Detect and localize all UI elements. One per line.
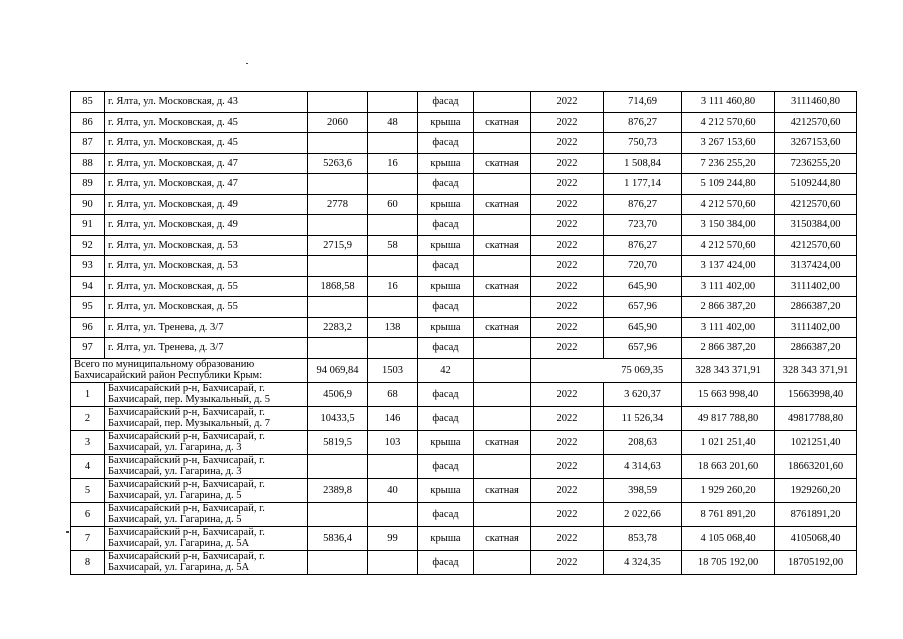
cell-total-cost: 3 111 402,00	[682, 276, 775, 297]
cell-year: 2022	[531, 174, 604, 195]
cell-address: г. Ялта, ул. Московская, д. 45	[105, 112, 308, 133]
cell-area	[308, 502, 368, 526]
cell-total-cost: 18 663 201,60	[682, 454, 775, 478]
table-row	[71, 256, 857, 277]
cell-sum: 18663201,60	[775, 454, 857, 478]
cell-residents-count	[368, 215, 418, 236]
table-summary	[71, 358, 857, 382]
cell-year: 2022	[531, 502, 604, 526]
cell-unit-cost: 853,78	[604, 526, 682, 550]
cell-year: 2022	[531, 526, 604, 550]
cell-roof-type: скатная	[474, 235, 531, 256]
cell-area	[308, 174, 368, 195]
cell-year: 2022	[531, 338, 604, 359]
cell-total-cost: 1 929 260,20	[682, 478, 775, 502]
cell-work-type: крыша	[418, 478, 474, 502]
cell-work-type: фасад	[418, 297, 474, 318]
cell-work-type: фасад	[418, 92, 474, 113]
cell-sum: 2866387,20	[775, 338, 857, 359]
cell-address: Бахчисарайский р-н, Бахчисарай, г. Бахчисарай, пер. Музыкальный, д. 5	[105, 382, 308, 406]
table-row	[71, 133, 857, 154]
cell-total-cost: 3 137 424,00	[682, 256, 775, 277]
cell-total-cost: 49 817 788,80	[682, 406, 775, 430]
cell-area	[308, 297, 368, 318]
cell-address: г. Ялта, ул. Московская, д. 49	[105, 215, 308, 236]
cell-work-type: фасад	[418, 502, 474, 526]
cell-area	[308, 133, 368, 154]
cell-row-number: 96	[71, 317, 105, 338]
cell-sum: 18705192,00	[775, 550, 857, 574]
cell-year: 2022	[531, 215, 604, 236]
cell-unit-cost: 723,70	[604, 215, 682, 236]
table-row	[71, 317, 857, 338]
cell-residents-count	[368, 92, 418, 113]
cell-roof-type	[474, 454, 531, 478]
cell-sum: 3150384,00	[775, 215, 857, 236]
cell-residents-count	[368, 338, 418, 359]
cell-unit-cost: 208,63	[604, 430, 682, 454]
cell-row-number: 94	[71, 276, 105, 297]
cell-work-type: крыша	[418, 235, 474, 256]
cell-residents-count: 99	[368, 526, 418, 550]
cell-unit-cost: 657,96	[604, 297, 682, 318]
cell-year: 2022	[531, 235, 604, 256]
table-row	[71, 338, 857, 359]
cell-area: 4506,9	[308, 382, 368, 406]
table-row	[71, 153, 857, 174]
cell-unit-cost: 1 508,84	[604, 153, 682, 174]
scan-speck	[66, 531, 69, 533]
cell-work-type: крыша	[418, 194, 474, 215]
summary-cost: 75 069,35	[604, 358, 682, 382]
cell-address: г. Ялта, ул. Московская, д. 55	[105, 297, 308, 318]
summary-objects: 42	[418, 358, 474, 382]
cell-work-type: крыша	[418, 276, 474, 297]
cell-work-type: фасад	[418, 174, 474, 195]
cell-roof-type: скатная	[474, 430, 531, 454]
table-row	[71, 382, 857, 406]
cell-total-cost: 8 761 891,20	[682, 502, 775, 526]
cell-area: 2778	[308, 194, 368, 215]
cell-year: 2022	[531, 454, 604, 478]
cell-total-cost: 2 866 387,20	[682, 297, 775, 318]
cell-unit-cost: 3 620,37	[604, 382, 682, 406]
cell-roof-type: скатная	[474, 112, 531, 133]
cell-roof-type	[474, 256, 531, 277]
cell-sum: 3267153,60	[775, 133, 857, 154]
cell-sum: 49817788,80	[775, 406, 857, 430]
cell-total-cost: 3 150 384,00	[682, 215, 775, 236]
cell-unit-cost: 11 526,34	[604, 406, 682, 430]
cell-unit-cost: 645,90	[604, 317, 682, 338]
cell-total-cost: 1 021 251,40	[682, 430, 775, 454]
cell-area: 10433,5	[308, 406, 368, 430]
cell-residents-count: 48	[368, 112, 418, 133]
scan-speck	[246, 63, 248, 64]
cell-total-cost: 3 111 460,80	[682, 92, 775, 113]
cell-row-number: 88	[71, 153, 105, 174]
cell-work-type: фасад	[418, 550, 474, 574]
cell-unit-cost: 657,96	[604, 338, 682, 359]
cell-residents-count	[368, 174, 418, 195]
cell-roof-type: скатная	[474, 526, 531, 550]
cell-residents-count	[368, 133, 418, 154]
cell-address: г. Ялта, ул. Московская, д. 49	[105, 194, 308, 215]
table-row	[71, 112, 857, 133]
cell-address: Бахчисарайский р-н, Бахчисарай, г. Бахчисарай, ул. Гагарина, д. 3	[105, 430, 308, 454]
cell-roof-type	[474, 92, 531, 113]
cell-roof-type	[474, 133, 531, 154]
cell-address: Бахчисарайский р-н, Бахчисарай, г. Бахчисарай, ул. Гагарина, д. 5	[105, 478, 308, 502]
cell-sum: 15663998,40	[775, 382, 857, 406]
summary-label: Всего по муниципальному образованию Бахчисарайский район Республики Крым:	[71, 358, 308, 382]
cell-area: 2060	[308, 112, 368, 133]
cell-address: г. Ялта, ул. Тренева, д. 3/7	[105, 338, 308, 359]
cell-unit-cost: 4 314,63	[604, 454, 682, 478]
cell-year: 2022	[531, 112, 604, 133]
cell-row-number: 6	[71, 502, 105, 526]
cell-row-number: 93	[71, 256, 105, 277]
cell-row-number: 4	[71, 454, 105, 478]
cell-address: г. Ялта, ул. Московская, д. 53	[105, 256, 308, 277]
cell-roof-type: скатная	[474, 478, 531, 502]
cell-row-number: 1	[71, 382, 105, 406]
cell-area: 5819,5	[308, 430, 368, 454]
cell-total-cost: 15 663 998,40	[682, 382, 775, 406]
cell-area	[308, 215, 368, 236]
cell-year: 2022	[531, 382, 604, 406]
table-row	[71, 215, 857, 236]
cell-total-cost: 7 236 255,20	[682, 153, 775, 174]
cell-address: Бахчисарайский р-н, Бахчисарай, г. Бахчисарай, пер. Музыкальный, д. 7	[105, 406, 308, 430]
cell-work-type: фасад	[418, 256, 474, 277]
cell-year: 2022	[531, 406, 604, 430]
cell-area: 1868,58	[308, 276, 368, 297]
cell-residents-count: 16	[368, 276, 418, 297]
cell-row-number: 5	[71, 478, 105, 502]
cell-year: 2022	[531, 276, 604, 297]
cell-total-cost: 4 105 068,40	[682, 526, 775, 550]
cell-residents-count: 146	[368, 406, 418, 430]
cell-work-type: крыша	[418, 112, 474, 133]
cell-area: 5836,4	[308, 526, 368, 550]
cell-residents-count: 58	[368, 235, 418, 256]
cell-total-cost: 18 705 192,00	[682, 550, 775, 574]
cell-sum: 5109244,80	[775, 174, 857, 195]
cell-address: г. Ялта, ул. Московская, д. 47	[105, 153, 308, 174]
cell-sum: 4105068,40	[775, 526, 857, 550]
cell-unit-cost: 876,27	[604, 112, 682, 133]
cell-work-type: крыша	[418, 153, 474, 174]
table-row	[71, 478, 857, 502]
cell-unit-cost: 398,59	[604, 478, 682, 502]
cell-row-number: 89	[71, 174, 105, 195]
summary-empty	[531, 358, 604, 382]
cell-residents-count: 40	[368, 478, 418, 502]
cell-unit-cost: 876,27	[604, 235, 682, 256]
cell-year: 2022	[531, 317, 604, 338]
cell-row-number: 90	[71, 194, 105, 215]
cell-address: г. Ялта, ул. Московская, д. 43	[105, 92, 308, 113]
cell-area	[308, 92, 368, 113]
table-row	[71, 297, 857, 318]
cell-total-cost: 2 866 387,20	[682, 338, 775, 359]
table-row	[71, 174, 857, 195]
cell-address: Бахчисарайский р-н, Бахчисарай, г. Бахчисарай, ул. Гагарина, д. 5	[105, 502, 308, 526]
cell-row-number: 3	[71, 430, 105, 454]
cell-row-number: 97	[71, 338, 105, 359]
repair-schedule-table	[70, 91, 857, 575]
cell-unit-cost: 720,70	[604, 256, 682, 277]
cell-work-type: крыша	[418, 317, 474, 338]
cell-sum: 3137424,00	[775, 256, 857, 277]
cell-work-type: крыша	[418, 430, 474, 454]
cell-roof-type: скатная	[474, 153, 531, 174]
table-row	[71, 430, 857, 454]
summary-empty	[474, 358, 531, 382]
cell-address: Бахчисарайский р-н, Бахчисарай, г. Бахчисарай, ул. Гагарина, д. 3	[105, 454, 308, 478]
cell-address: г. Ялта, ул. Московская, д. 45	[105, 133, 308, 154]
cell-year: 2022	[531, 430, 604, 454]
cell-area	[308, 338, 368, 359]
cell-sum: 1929260,20	[775, 478, 857, 502]
cell-residents-count: 16	[368, 153, 418, 174]
cell-year: 2022	[531, 194, 604, 215]
cell-sum: 4212570,60	[775, 235, 857, 256]
cell-unit-cost: 714,69	[604, 92, 682, 113]
cell-row-number: 91	[71, 215, 105, 236]
cell-area: 2715,9	[308, 235, 368, 256]
cell-address: г. Ялта, ул. Московская, д. 53	[105, 235, 308, 256]
summary-sum: 328 343 371,91	[775, 358, 857, 382]
cell-roof-type: скатная	[474, 317, 531, 338]
cell-address: г. Ялта, ул. Тренева, д. 3/7	[105, 317, 308, 338]
cell-roof-type	[474, 502, 531, 526]
summary-total: 328 343 371,91	[682, 358, 775, 382]
cell-row-number: 95	[71, 297, 105, 318]
table-row	[71, 550, 857, 574]
cell-unit-cost: 645,90	[604, 276, 682, 297]
cell-area: 5263,6	[308, 153, 368, 174]
table-row	[71, 235, 857, 256]
cell-sum: 8761891,20	[775, 502, 857, 526]
cell-row-number: 85	[71, 92, 105, 113]
cell-work-type: фасад	[418, 454, 474, 478]
table-row	[71, 194, 857, 215]
table-row	[71, 502, 857, 526]
cell-residents-count	[368, 297, 418, 318]
cell-roof-type	[474, 215, 531, 236]
cell-year: 2022	[531, 297, 604, 318]
cell-total-cost: 4 212 570,60	[682, 194, 775, 215]
cell-residents-count	[368, 550, 418, 574]
cell-residents-count: 60	[368, 194, 418, 215]
cell-total-cost: 4 212 570,60	[682, 235, 775, 256]
cell-row-number: 92	[71, 235, 105, 256]
cell-work-type: фасад	[418, 133, 474, 154]
cell-residents-count	[368, 256, 418, 277]
cell-sum: 3111460,80	[775, 92, 857, 113]
cell-area	[308, 550, 368, 574]
cell-row-number: 87	[71, 133, 105, 154]
cell-residents-count: 68	[368, 382, 418, 406]
cell-address: г. Ялта, ул. Московская, д. 55	[105, 276, 308, 297]
cell-area	[308, 256, 368, 277]
cell-row-number: 7	[71, 526, 105, 550]
cell-work-type: фасад	[418, 215, 474, 236]
cell-area: 2389,8	[308, 478, 368, 502]
cell-roof-type	[474, 382, 531, 406]
cell-row-number: 8	[71, 550, 105, 574]
cell-residents-count: 138	[368, 317, 418, 338]
cell-work-type: крыша	[418, 526, 474, 550]
cell-total-cost: 3 267 153,60	[682, 133, 775, 154]
cell-address: Бахчисарайский р-н, Бахчисарай, г. Бахчисарай, ул. Гагарина, д. 5А	[105, 526, 308, 550]
cell-year: 2022	[531, 92, 604, 113]
cell-roof-type	[474, 338, 531, 359]
cell-roof-type: скатная	[474, 194, 531, 215]
cell-total-cost: 4 212 570,60	[682, 112, 775, 133]
cell-row-number: 86	[71, 112, 105, 133]
cell-year: 2022	[531, 153, 604, 174]
cell-area	[308, 454, 368, 478]
cell-year: 2022	[531, 478, 604, 502]
cell-total-cost: 3 111 402,00	[682, 317, 775, 338]
cell-sum: 3111402,00	[775, 317, 857, 338]
summary-count: 1503	[368, 358, 418, 382]
cell-roof-type	[474, 174, 531, 195]
cell-sum: 4212570,60	[775, 112, 857, 133]
cell-work-type: фасад	[418, 406, 474, 430]
cell-unit-cost: 1 177,14	[604, 174, 682, 195]
cell-year: 2022	[531, 550, 604, 574]
cell-unit-cost: 2 022,66	[604, 502, 682, 526]
table-body-bakhchisaray	[71, 382, 857, 574]
cell-work-type: фасад	[418, 338, 474, 359]
summary-row	[71, 358, 857, 382]
table-row	[71, 454, 857, 478]
cell-year: 2022	[531, 133, 604, 154]
cell-total-cost: 5 109 244,80	[682, 174, 775, 195]
cell-area: 2283,2	[308, 317, 368, 338]
table-row	[71, 276, 857, 297]
cell-sum: 7236255,20	[775, 153, 857, 174]
cell-sum: 4212570,60	[775, 194, 857, 215]
table-row	[71, 92, 857, 113]
table-row	[71, 406, 857, 430]
table-row	[71, 526, 857, 550]
cell-year: 2022	[531, 256, 604, 277]
summary-area: 94 069,84	[308, 358, 368, 382]
cell-sum: 1021251,40	[775, 430, 857, 454]
cell-residents-count: 103	[368, 430, 418, 454]
table-body-yalta	[71, 92, 857, 359]
cell-roof-type	[474, 550, 531, 574]
cell-work-type: фасад	[418, 382, 474, 406]
cell-roof-type: скатная	[474, 276, 531, 297]
cell-row-number: 2	[71, 406, 105, 430]
document-page	[70, 91, 857, 575]
cell-residents-count	[368, 502, 418, 526]
cell-unit-cost: 750,73	[604, 133, 682, 154]
cell-unit-cost: 4 324,35	[604, 550, 682, 574]
cell-roof-type	[474, 406, 531, 430]
cell-address: Бахчисарайский р-н, Бахчисарай, г. Бахчисарай, ул. Гагарина, д. 5А	[105, 550, 308, 574]
cell-residents-count	[368, 454, 418, 478]
cell-sum: 2866387,20	[775, 297, 857, 318]
cell-address: г. Ялта, ул. Московская, д. 47	[105, 174, 308, 195]
cell-unit-cost: 876,27	[604, 194, 682, 215]
cell-sum: 3111402,00	[775, 276, 857, 297]
cell-roof-type	[474, 297, 531, 318]
